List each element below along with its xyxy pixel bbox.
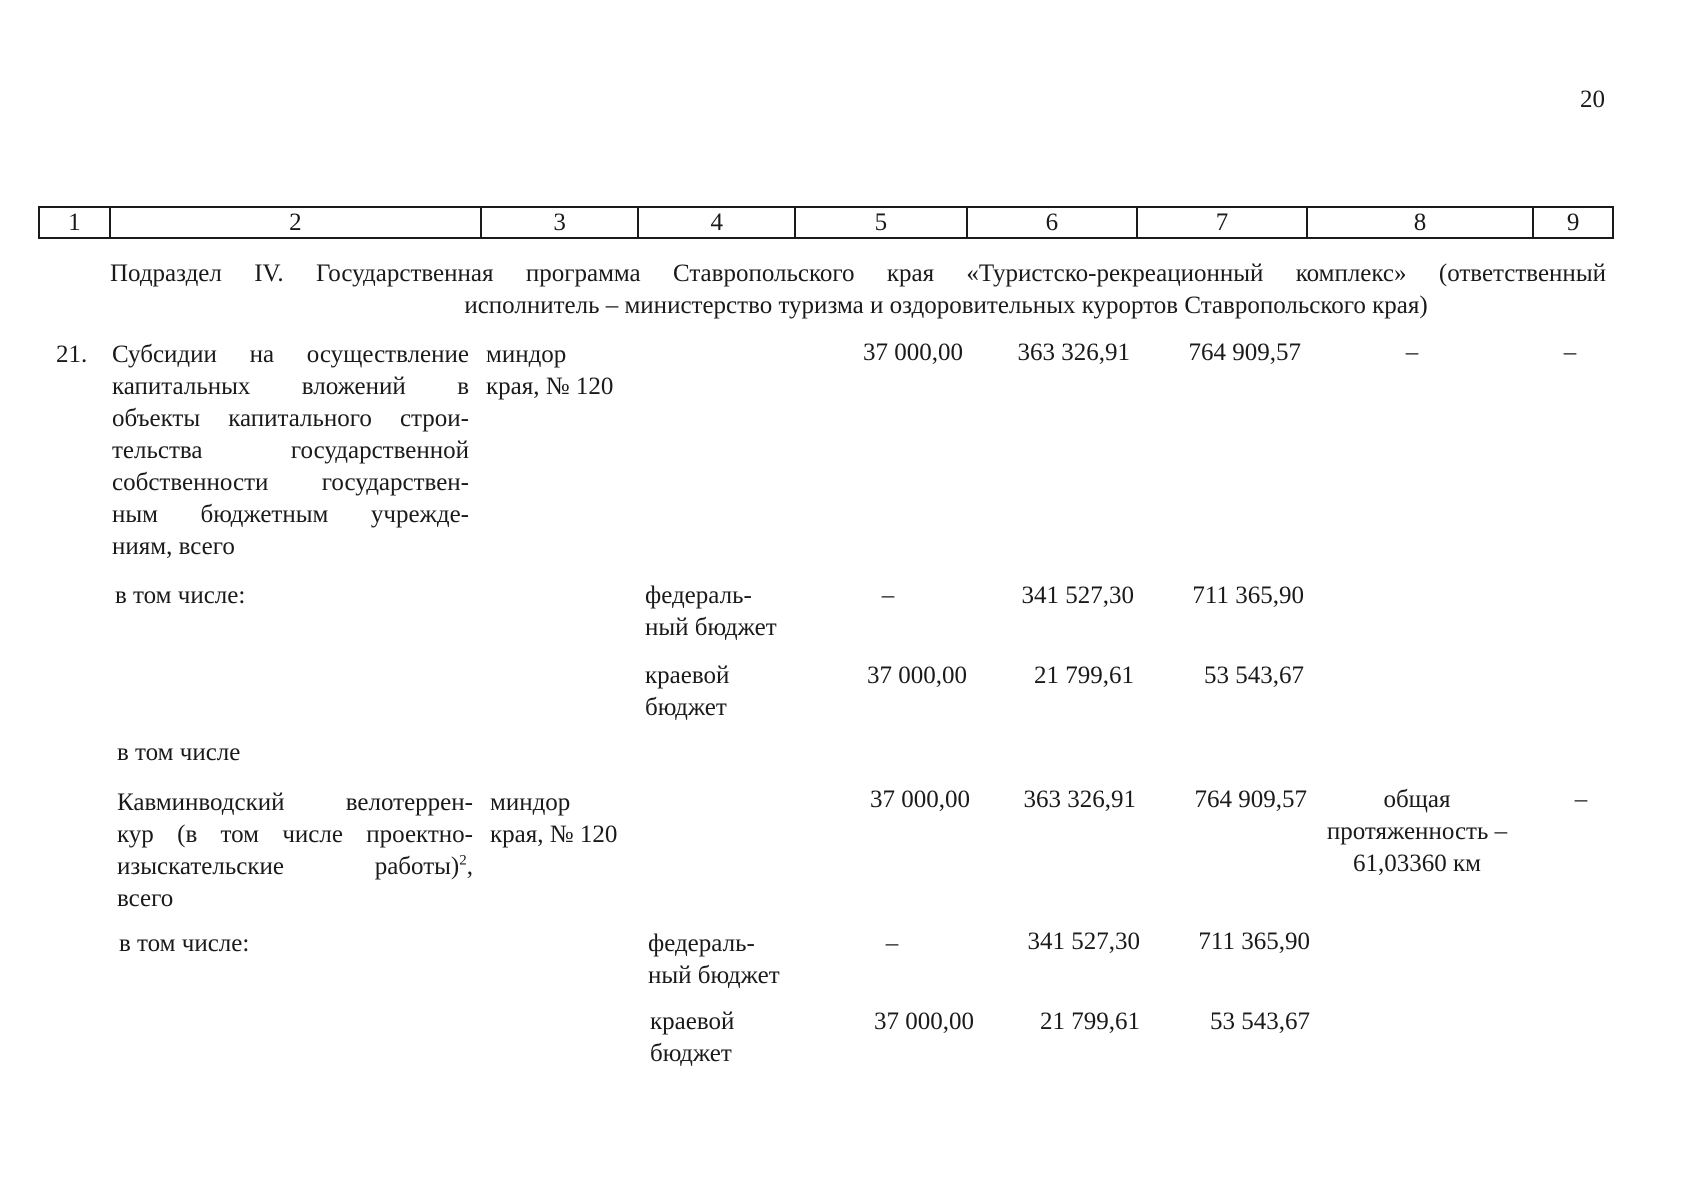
row21-federal-col7: 711 365,90 — [1192, 582, 1304, 609]
row21-name-line: ным бюджетным учрежде- — [112, 501, 469, 528]
velotrack-executor-line: миндор — [490, 789, 571, 816]
row21-col7: 764 909,57 — [1188, 339, 1301, 366]
column-header-4: 4 — [639, 208, 796, 237]
velotrack-col6: 363 326,91 — [1023, 786, 1136, 813]
row21-col6: 363 326,91 — [1017, 339, 1130, 366]
velotrack-regional-col6: 21 799,61 — [1040, 1008, 1140, 1035]
column-header-8: 8 — [1308, 208, 1534, 237]
row21-col8: – — [1405, 339, 1419, 366]
velotrack-executor — [490, 787, 617, 851]
row21-executor-line: края, № 120 — [486, 373, 614, 400]
velotrack-federal-source-line: ный бюджет — [648, 962, 780, 989]
footnote-marker: 2 — [459, 852, 467, 869]
velotrack-federal-col6: 341 527,30 — [1027, 928, 1140, 955]
velotrack-col8-line: общая — [1383, 786, 1451, 813]
row-number: 21. — [56, 341, 88, 368]
row21-col5: 37 000,00 — [863, 339, 963, 366]
row21-federal-source-line: федераль- — [645, 582, 752, 609]
row21-regional-source-line: бюджет — [645, 694, 727, 721]
velotrack-col5: 37 000,00 — [870, 786, 970, 813]
velotrack-federal-col5: – — [885, 930, 899, 957]
velotrack-col8-line: 61,03360 км — [1353, 850, 1481, 877]
row21-federal-col5: – — [881, 582, 895, 609]
velotrack-name-line: Кавминводский велотеррен- — [117, 789, 473, 816]
velotrack-regional-col5: 37 000,00 — [874, 1008, 974, 1035]
velotrack-regional-source — [650, 1006, 734, 1070]
subsection-title — [110, 258, 1606, 322]
row21-federal-col6: 341 527,30 — [1021, 582, 1134, 609]
including-label: в том числе — [117, 739, 241, 766]
velotrack-col7: 764 909,57 — [1194, 786, 1307, 813]
velotrack-executor-line: края, № 120 — [490, 821, 618, 848]
velotrack-federal-source-line: федераль- — [648, 930, 755, 957]
row21-including-label: в том числе: — [115, 582, 246, 609]
row21-regional-source — [645, 660, 729, 724]
row21-executor-line: миндор — [486, 341, 567, 368]
row21-name — [112, 339, 469, 563]
velotrack-name-line: всего — [117, 885, 174, 912]
subsection-title-line-2: исполнитель – министерство туризма и оздоровительных курортов Ставропольского края) — [464, 292, 1428, 319]
row21-name-line: собственности государствен- — [112, 469, 469, 496]
column-header-3: 3 — [482, 208, 640, 237]
row21-name-line: тельства государственной — [112, 437, 469, 464]
column-header-7: 7 — [1138, 208, 1308, 237]
velotrack-name-line: кур (в том числе проектно- — [117, 821, 473, 848]
velotrack-federal-source — [648, 928, 780, 992]
row21-col9: – — [1563, 339, 1577, 366]
column-header-1: 1 — [40, 208, 111, 237]
velotrack-col8-line: протяженность – — [1326, 818, 1508, 845]
row21-executor — [486, 339, 613, 403]
row21-federal-source — [645, 580, 777, 644]
row21-name-line: объекты капитального строи- — [112, 405, 469, 432]
row21-federal-source-line: ный бюджет — [645, 614, 777, 641]
row21-name-line: ниям, всего — [112, 533, 235, 560]
velotrack-regional-source-line: краевой — [650, 1008, 735, 1035]
velotrack-name-line-3-comma: , — [466, 853, 473, 880]
row21-regional-source-line: краевой — [645, 662, 730, 689]
velotrack-federal-col7: 711 365,90 — [1198, 928, 1310, 955]
velotrack-col8 — [1312, 784, 1522, 880]
row21-regional-col5: 37 000,00 — [867, 662, 967, 689]
page-number: 20 — [1580, 86, 1605, 113]
column-header-9: 9 — [1566, 209, 1580, 236]
velotrack-name — [117, 787, 473, 915]
subsection-title-line-1: Подраздел IV. Государственная программа Ставропольского края «Туристско-рекреационный комплекс» (ответственный — [110, 260, 1606, 287]
velotrack-regional-source-line: бюджет — [650, 1040, 732, 1067]
column-header-2: 2 — [111, 208, 482, 237]
velotrack-col9: – — [1574, 786, 1588, 813]
column-header-6: 6 — [968, 208, 1139, 237]
velotrack-including-label: в том числе: — [119, 930, 250, 957]
column-header-5: 5 — [796, 208, 968, 237]
velotrack-name-line-3-text: изыскательские работы) — [117, 853, 460, 880]
velotrack-name-line-3 — [117, 851, 473, 883]
velotrack-regional-col7: 53 543,67 — [1210, 1008, 1310, 1035]
row21-regional-col6: 21 799,61 — [1034, 662, 1134, 689]
row21-name-line: Субсидии на осуществление — [112, 341, 469, 368]
column-number-header — [38, 206, 1614, 239]
row21-regional-col7: 53 543,67 — [1204, 662, 1304, 689]
row21-name-line: капитальных вложений в — [112, 373, 469, 400]
